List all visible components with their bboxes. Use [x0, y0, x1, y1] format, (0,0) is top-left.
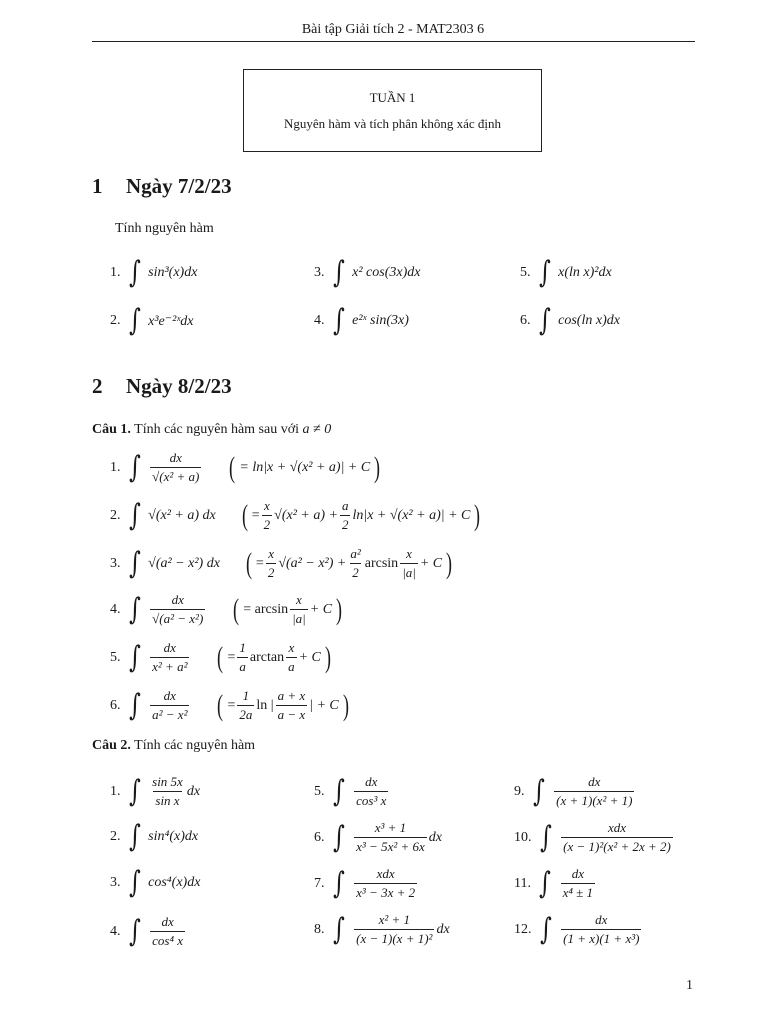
- answer-part: + C: [419, 555, 443, 571]
- fraction: [262, 498, 273, 533]
- right-paren-icon: ): [336, 592, 343, 626]
- integrand: sin³(x)dx: [148, 265, 198, 280]
- answer-part: =: [251, 507, 260, 523]
- item-label: 3.: [110, 875, 121, 890]
- question-condition: a ≠ 0: [302, 422, 332, 437]
- fraction: [150, 592, 205, 627]
- item-label: 5.: [110, 649, 121, 665]
- left-paren-icon: (: [229, 450, 236, 484]
- exercise-item: [110, 865, 201, 900]
- exercise-item: [314, 774, 390, 809]
- left-paren-icon: (: [241, 498, 248, 532]
- exercise-item: [314, 303, 409, 338]
- answer-part: √(x² + a) +: [274, 507, 338, 523]
- denominator: x³ − 3x + 2: [356, 885, 416, 900]
- integral-icon: ∫: [332, 303, 345, 338]
- answer-part: = arcsin: [243, 601, 289, 617]
- item-label: 1.: [110, 265, 121, 280]
- fraction: [150, 640, 189, 675]
- denominator: a − x: [277, 707, 306, 722]
- right-paren-icon: ): [374, 450, 381, 484]
- section-number: 1: [92, 174, 103, 198]
- item-label: 4.: [314, 313, 325, 328]
- answer-part: =: [255, 555, 264, 571]
- exercise-item: [314, 255, 421, 290]
- section-title: Ngày 8/2/23: [126, 374, 232, 398]
- numerator: x² + 1: [378, 912, 411, 927]
- answer-part: | + C: [309, 697, 339, 713]
- denominator: cos⁴ x: [152, 933, 184, 948]
- differential: dx: [428, 829, 443, 845]
- integral-icon: ∫: [128, 913, 141, 949]
- fraction: [561, 820, 673, 855]
- denominator: 2: [263, 517, 271, 532]
- integral-icon: ∫: [128, 687, 141, 723]
- right-paren-icon: ): [324, 640, 331, 674]
- exercise-item: [110, 819, 199, 854]
- answer-part: √(a² − x²) +: [278, 555, 347, 571]
- fraction: [150, 688, 189, 723]
- week-label: TUẦN 1: [369, 90, 416, 105]
- fraction: [340, 498, 351, 533]
- exercise-item: [110, 774, 200, 809]
- denominator: 2: [341, 517, 349, 532]
- exercise-item: [110, 450, 384, 485]
- section-1-heading: [92, 174, 232, 199]
- answer-part: ln |: [256, 697, 274, 713]
- integral-icon: ∫: [128, 303, 141, 338]
- numerator: dx: [365, 774, 378, 789]
- question-1-prompt: [92, 422, 331, 438]
- denominator: x⁴ ± 1: [562, 885, 594, 900]
- left-paren-icon: (: [233, 592, 240, 626]
- section-number: 2: [92, 374, 103, 398]
- answer-part: =: [227, 649, 236, 665]
- exercise-item: [314, 820, 442, 855]
- week-title-box: [243, 69, 542, 152]
- exercise-item: [520, 255, 612, 290]
- exercise-item: [514, 774, 636, 809]
- numerator: dx: [588, 774, 601, 789]
- denominator: 2: [352, 565, 359, 580]
- left-paren-icon: (: [217, 640, 224, 674]
- denominator: √(x² + a): [152, 469, 200, 484]
- item-label: 2.: [110, 313, 121, 328]
- integrand: √(a² − x²) dx: [148, 555, 220, 571]
- fraction: [150, 914, 185, 949]
- integrand: e²ˣ sin(3x): [352, 313, 409, 328]
- numerator: xdx: [607, 820, 627, 835]
- numerator: x: [296, 592, 302, 607]
- fraction: [276, 688, 308, 723]
- numerator: dx: [595, 912, 608, 927]
- numerator: x: [268, 546, 274, 561]
- fraction: [286, 640, 297, 675]
- integral-icon: ∫: [128, 449, 141, 485]
- numerator: x: [288, 640, 295, 655]
- item-label: 3.: [110, 555, 121, 571]
- exercise-item: [314, 866, 419, 901]
- right-paren-icon: ): [446, 546, 453, 580]
- question-2-prompt: [92, 738, 255, 754]
- fraction: [266, 546, 277, 581]
- left-paren-icon: (: [245, 546, 252, 580]
- exercise-item: [514, 820, 675, 855]
- section-title: Ngày 7/2/23: [126, 174, 232, 198]
- integral-icon: ∫: [532, 773, 545, 809]
- fraction: [237, 688, 254, 723]
- denominator: cos³ x: [356, 793, 387, 808]
- item-label: 5.: [314, 783, 325, 799]
- numerator: 1: [242, 688, 250, 703]
- fraction: [354, 774, 388, 809]
- integral-icon: ∫: [128, 255, 141, 290]
- item-label: 6.: [110, 697, 121, 713]
- exercise-item: [314, 912, 450, 947]
- item-label: 2.: [110, 507, 121, 523]
- right-paren-icon: ): [474, 498, 481, 532]
- exercise-item: [520, 303, 620, 338]
- exercise-item: [110, 255, 198, 290]
- numerator: dx: [163, 640, 176, 655]
- question-label: Câu 1.: [92, 422, 131, 437]
- item-label: 5.: [520, 265, 531, 280]
- week-topic: Nguyên hàm và tích phân không xác định: [284, 116, 501, 131]
- integrand: cos(ln x)dx: [558, 313, 620, 328]
- answer-hint: [213, 640, 334, 675]
- integral-icon: ∫: [128, 819, 141, 854]
- denominator: 2a: [239, 707, 253, 722]
- left-paren-icon: (: [217, 688, 224, 722]
- fraction: [561, 912, 641, 947]
- numerator: xdx: [376, 866, 395, 881]
- integral-icon: ∫: [332, 773, 345, 809]
- denominator: (x − 1)²(x² + 2x + 2): [563, 839, 671, 854]
- integral-icon: ∫: [128, 545, 141, 581]
- fraction: [150, 774, 185, 809]
- fraction: [561, 866, 595, 901]
- answer-hint: [242, 546, 456, 581]
- item-label: 4.: [110, 923, 121, 939]
- item-label: 8.: [314, 921, 325, 937]
- numerator: sin 5x: [152, 774, 183, 789]
- item-label: 4.: [110, 601, 121, 617]
- integral-icon: ∫: [539, 819, 552, 855]
- denominator: a: [239, 659, 246, 674]
- numerator: dx: [171, 592, 184, 607]
- numerator: a: [341, 498, 349, 513]
- integral-icon: ∫: [128, 591, 141, 627]
- exercise-item: [110, 546, 456, 581]
- header-divider: [92, 41, 695, 42]
- numerator: x: [264, 498, 270, 513]
- item-label: 10.: [514, 829, 532, 845]
- differential: dx: [436, 921, 450, 937]
- denominator: √(a² − x²): [152, 611, 204, 626]
- answer-hint: [229, 592, 346, 627]
- integrand: x³e⁻²ˣdx: [148, 313, 194, 329]
- fraction: [400, 546, 418, 581]
- item-label: 2.: [110, 829, 121, 844]
- question-text: Tính các nguyên hàm sau với: [134, 422, 300, 437]
- denominator: (x + 1)(x² + 1): [556, 793, 633, 808]
- denominator: a: [288, 659, 295, 674]
- answer-part: ln|x + √(x² + a)| + C: [352, 507, 471, 523]
- integral-icon: ∫: [538, 865, 551, 901]
- item-label: 3.: [314, 265, 325, 280]
- integrand: sin⁴(x)dx: [148, 829, 199, 844]
- denominator: |a|: [402, 565, 416, 580]
- denominator: x² + a²: [152, 659, 188, 674]
- answer-part: arctan: [249, 649, 285, 665]
- numerator: x³ + 1: [374, 820, 407, 835]
- answer-part: + C: [309, 601, 333, 617]
- exercise-item: [110, 303, 194, 338]
- answer-expr: = ln|x + √(x² + a)| + C: [239, 459, 371, 475]
- fraction: [237, 640, 248, 675]
- answer-part: =: [227, 697, 236, 713]
- fraction: [354, 912, 434, 947]
- answer-part: + C: [298, 649, 321, 665]
- item-label: 1.: [110, 459, 121, 475]
- fraction: [354, 866, 417, 901]
- fraction: [354, 820, 427, 855]
- integrand: cos⁴(x)dx: [148, 875, 201, 890]
- answer-part: arcsin: [364, 555, 399, 571]
- integrand: √(x² + a) dx: [148, 507, 216, 523]
- item-label: 9.: [514, 783, 525, 799]
- exercise-item: [514, 866, 597, 901]
- answer-hint: [213, 688, 352, 723]
- integrand: x² cos(3x)dx: [352, 265, 421, 280]
- exercise-item: [110, 592, 346, 627]
- question-text: Tính các nguyên hàm: [134, 738, 256, 753]
- denominator: (1 + x)(1 + x³): [563, 931, 640, 946]
- section-1-intro: Tính nguyên hàm: [115, 221, 214, 236]
- item-label: 7.: [314, 875, 325, 891]
- item-label: 1.: [110, 783, 121, 799]
- answer-hint: [225, 450, 384, 484]
- integral-icon: ∫: [538, 255, 551, 290]
- section-2-heading: [92, 374, 232, 399]
- integral-icon: ∫: [539, 911, 552, 947]
- integral-icon: ∫: [128, 773, 141, 809]
- fraction: [290, 592, 308, 627]
- denominator: x³ − 5x² + 6x: [356, 839, 425, 854]
- numerator: a²: [350, 546, 361, 561]
- denominator: sin x: [155, 793, 180, 808]
- page-header-title: Bài tập Giải tích 2 - MAT2303 6: [301, 22, 485, 37]
- fraction: [150, 450, 201, 485]
- denominator: |a|: [292, 611, 306, 626]
- integral-icon: ∫: [332, 255, 345, 290]
- exercise-item: [110, 914, 187, 949]
- integral-icon: ∫: [538, 303, 551, 338]
- numerator: dx: [163, 688, 176, 703]
- item-label: 6.: [520, 313, 531, 328]
- numerator: 1: [239, 640, 246, 655]
- item-label: 6.: [314, 829, 325, 845]
- denominator: a² − x²: [152, 707, 188, 722]
- numerator: dx: [161, 914, 174, 929]
- denominator: 2: [267, 565, 275, 580]
- exercise-item: [110, 688, 353, 723]
- item-label: 12.: [514, 921, 532, 937]
- fraction: [348, 546, 362, 581]
- integral-icon: ∫: [332, 819, 345, 855]
- right-paren-icon: ): [342, 688, 349, 722]
- item-label: 11.: [514, 875, 531, 891]
- page-number: 1: [686, 978, 693, 993]
- integral-icon: ∫: [332, 865, 345, 901]
- differential: dx: [186, 783, 201, 799]
- exercise-item: [110, 640, 335, 675]
- numerator: dx: [169, 450, 182, 465]
- numerator: dx: [571, 866, 584, 881]
- integral-icon: ∫: [128, 639, 141, 675]
- denominator: (x − 1)(x + 1)²: [356, 931, 433, 946]
- integral-icon: ∫: [128, 865, 141, 900]
- integral-icon: ∫: [332, 911, 345, 947]
- numerator: a + x: [277, 688, 306, 703]
- exercise-item: [514, 912, 643, 947]
- numerator: x: [406, 546, 412, 561]
- fraction: [554, 774, 634, 809]
- integrand: x(ln x)²dx: [558, 265, 612, 280]
- question-label: Câu 2.: [92, 738, 131, 753]
- exercise-item: [110, 498, 484, 533]
- answer-hint: [238, 498, 485, 533]
- integral-icon: ∫: [128, 497, 141, 533]
